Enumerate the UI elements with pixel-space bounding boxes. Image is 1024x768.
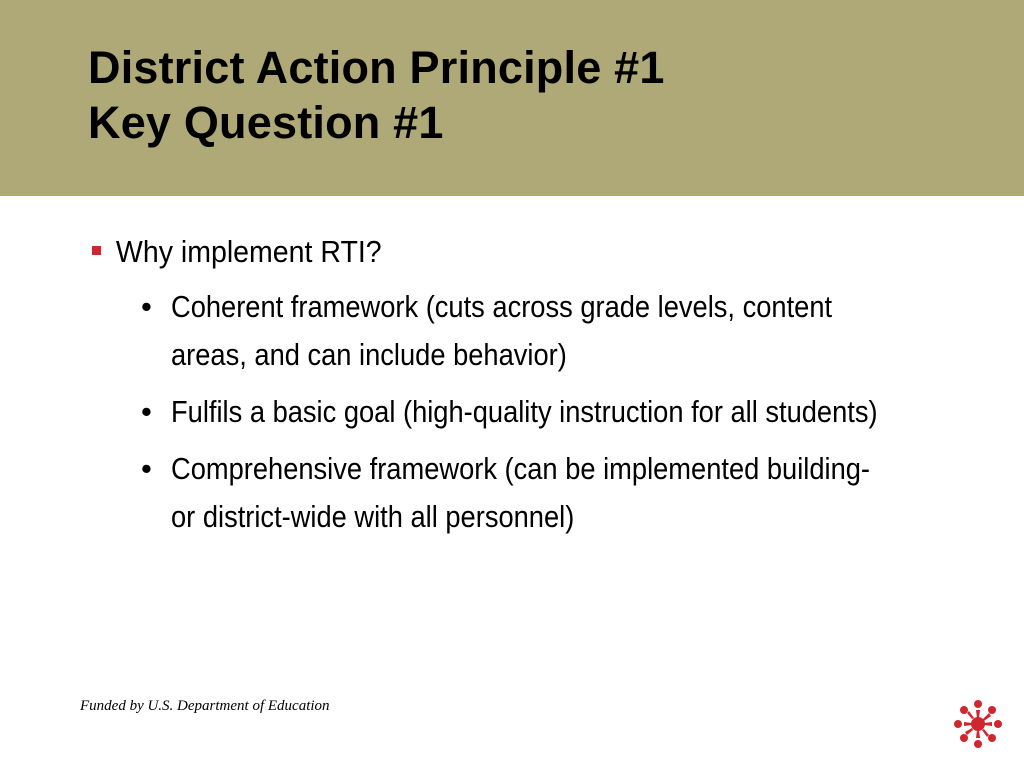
slide-title — [88, 40, 665, 150]
sub-bullet-text: Coherent framework (cuts across grade levels, content areas, and can include behavior) — [171, 289, 833, 372]
sub-bullet-item — [0, 388, 931, 436]
sub-bullet-list — [0, 283, 1024, 550]
sub-bullet-text: Fulfils a basic goal (high-quality instruction for all students) — [171, 394, 878, 429]
round-bullet-icon: • — [141, 394, 152, 429]
title-line-1: District Action Principle #1 — [88, 42, 665, 93]
sub-bullet-item — [0, 283, 931, 379]
sub-bullet-item — [0, 445, 931, 541]
bullet-main: Why implement RTI? — [115, 234, 382, 269]
round-bullet-icon: • — [141, 289, 152, 324]
title-line-2: Key Question #1 — [88, 97, 444, 148]
sub-bullet-text: Comprehensive framework (can be implemented building- or district-wide with all personnel) — [171, 451, 871, 534]
slide-body — [0, 228, 1024, 276]
footer-funding-note: Funded by U.S. Department of Education — [80, 698, 330, 714]
round-bullet-icon: • — [141, 451, 152, 486]
red-star-people-logo-icon — [952, 698, 1004, 750]
